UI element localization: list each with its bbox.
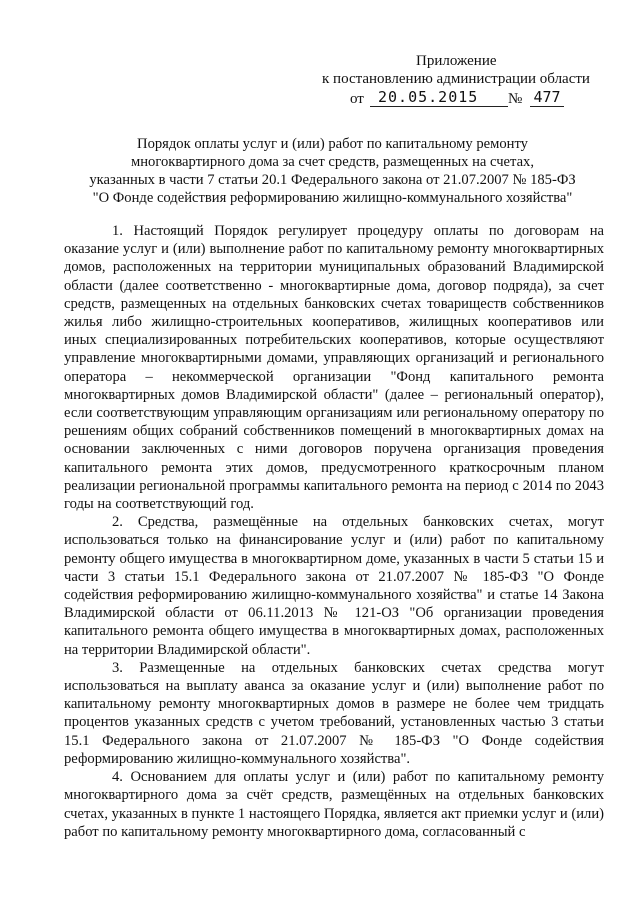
date-prefix: от [350, 91, 364, 107]
title-line: Порядок оплаты услуг и (или) работ по капитальному ремонту [137, 136, 528, 152]
title-line: указанных в части 7 статьи 20.1 Федерального закона от 21.07.2007 № 185-ФЗ [89, 172, 576, 188]
paragraph-1: 1. Настоящий Порядок регулирует процедуру оплаты по договорам на оказание услуг и (или) выполнение работ по капитальному ремонту многоквартирных домов, расположенных на территории муниципальных образований Владимирской области (далее соответственно - многоквартирные дома, договор подряда), за счет средств, размещенных на отдельных банковских счетах товариществ собственников жилья либо жилищно-строительных кооперативов, жилищных кооперативов или иных специализированных потребительских кооперативов, которые осуществляют управление многоквартирными домами, управляющих организаций и регионального оператора – некоммерческой организации "Фонд капитального ремонта многоквартирных домов Владимирской области" (далее – региональный оператор), если соответствующим управляющим организациям или региональному оператору по решениям общих собраний собственников помещений в многоквартирных домах на основании заключенных с ними договоров поручена организация проведения капитального ремонта этих домов, предусмотренного краткосрочным планом реализации региональной программы капитального ремонта на период с 2014 по 2043 годы на соответствующий год. [64, 223, 604, 513]
paragraph-2: 2. Средства, размещённые на отдельных банковских счетах, могут использоваться только на финансирование услуг и (или) работ по капитальному ремонту общего имущества в многоквартирном доме, указанных в части 5 статьи 15 и части 3 статьи 15.1 Федерального закона от 21.07.2007 № 185-ФЗ "О Фонде содействия реформированию жилищно-коммунального хозяйства" и статье 14 Закона Владимирской области от 06.11.2013 № 121-ОЗ "Об организации проведения капитального ремонта общего имущества в многоквартирных домах, расположенных на территории Владимирской области". [64, 514, 604, 658]
paragraph-3: 3. Размещенные на отдельных банковских счетах средства могут использоваться на выплату аванса за оказание услуг и (или) выполнение работ по капитальному ремонту многоквартирных домов в размере не более чем тридцать процентов указанных средств с учетом требований, установленных частью 3 статьи 15.1 Федерального закона от 21.07.2007 № 185-ФЗ "О Фонде содействия реформированию жилищно-коммунального хозяйства". [64, 659, 604, 767]
resolution-date: 20.05.2015 [370, 88, 508, 107]
title-line: "О Фонде содействия реформированию жилищно-коммунального хозяйства" [92, 190, 573, 206]
resolution-number: 477 [530, 88, 564, 107]
title-line: многоквартирного дома за счет средств, размещенных на счетах, [131, 154, 534, 170]
number-prefix: № [508, 91, 523, 107]
resolution-reference: к постановлению администрации области [322, 71, 590, 87]
document-title [60, 135, 605, 207]
appendix-label: Приложение [416, 53, 497, 69]
appendix-header [300, 52, 600, 110]
date-number-line [300, 88, 600, 110]
document-body [64, 222, 604, 841]
paragraph-4: 4. Основанием для оплаты услуг и (или) работ по капитальному ремонту многоквартирного дома за счёт средств, размещённых на отдельных банковских счетах, указанных в пункте 1 настоящего Порядка, является акт приемки услуг и (или) работ по капитальному ремонту многоквартирного дома, согласованный с [64, 769, 604, 840]
